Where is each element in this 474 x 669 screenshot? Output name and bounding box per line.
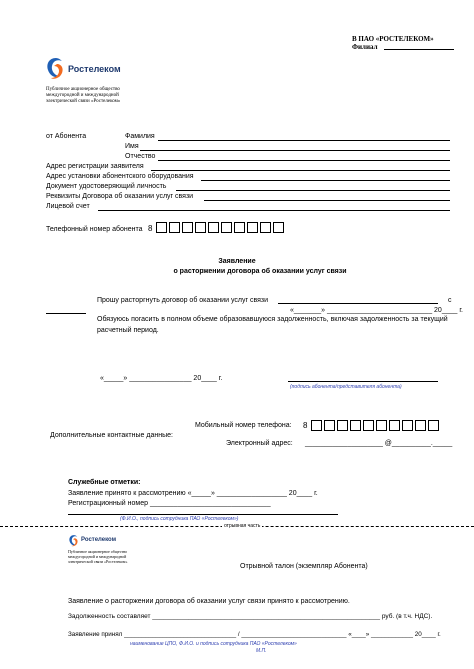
from-label: от Абонента	[46, 133, 87, 140]
signature-caption: (подпись абонента/представителя абонента)	[290, 384, 402, 390]
digit-box[interactable]	[389, 420, 400, 431]
tear-company-name	[68, 549, 127, 564]
digit-box[interactable]	[195, 222, 206, 233]
digit-box[interactable]	[260, 222, 271, 233]
service-accepted: Заявление принято к рассмотрению «_____» __________________ 20____ г.	[68, 490, 318, 497]
mobile-prefix: 8	[303, 421, 308, 430]
reg-address-field[interactable]	[151, 170, 450, 171]
digit-box[interactable]	[247, 222, 258, 233]
digit-box[interactable]	[311, 420, 322, 431]
rostelecom-logo	[45, 56, 67, 87]
obligation-line1: Обязуюсь погасить в полном объеме образовавшуюся задолженность, включая задолженность за текущий	[97, 316, 448, 323]
company-line: Публичное акционерное общество	[68, 549, 128, 554]
branch-line: Филиал	[352, 43, 378, 51]
patronymic-field[interactable]	[158, 160, 450, 161]
doc-subtitle: о расторжении договора об оказании услуг связи	[173, 268, 347, 275]
request-suffix: с	[448, 297, 452, 304]
digit-box[interactable]	[208, 222, 219, 233]
stamp-caption: М.П.	[256, 648, 267, 654]
digit-box[interactable]	[402, 420, 413, 431]
account-field[interactable]	[98, 210, 450, 211]
cut-label: отрывная часть	[224, 523, 261, 529]
digit-box[interactable]	[221, 222, 232, 233]
short-line	[46, 313, 86, 314]
surname-label: Фамилия	[125, 133, 155, 140]
sign-date[interactable]: «_____» ________________ 20____ г.	[100, 375, 223, 382]
rostelecom-logo-icon	[45, 56, 67, 82]
digit-box[interactable]	[376, 420, 387, 431]
name-field[interactable]	[140, 150, 450, 151]
phone-label: Телефонный номер абонента	[46, 226, 143, 233]
recipient-line: В ПАО «РОСТЕЛЕКОМ»	[352, 35, 434, 43]
company-line: электрической связи «Ростелеком»	[68, 559, 128, 564]
digit-box[interactable]	[363, 420, 374, 431]
email-label: Электронный адрес:	[226, 440, 293, 447]
tear-accepted: Заявление принял ________________________________ / ______________________________ «____» ____________ 20____ г.	[68, 631, 441, 638]
brand-name: Ростелеком	[68, 64, 121, 74]
contract-details-field[interactable]	[204, 200, 450, 201]
tear-brand-name: Ростелеком	[81, 537, 117, 543]
company-line: междугородной и международной	[68, 554, 127, 559]
contract-details-label: Реквизиты Договора об оказании услуг связи	[46, 193, 194, 200]
install-address-label: Адрес установки абонентского оборудования	[46, 173, 194, 180]
company-line: междугородной и международной	[46, 93, 119, 98]
email-field[interactable]: ____________________ @__________._____	[305, 440, 453, 447]
contract-number-field[interactable]	[278, 303, 438, 304]
tear-debt: Задолженность составляет _______________________________________________________________ руб. (в т.ч. НДС).	[68, 613, 433, 620]
doc-title: Заявление	[218, 258, 256, 265]
reg-address-label: Адрес регистрации заявителя	[46, 163, 144, 170]
digit-box[interactable]	[273, 222, 284, 233]
signature-field[interactable]	[288, 381, 438, 382]
name-label: Имя	[125, 143, 139, 150]
patronymic-label: Отчество	[125, 153, 156, 160]
branch-underline	[384, 49, 454, 50]
install-address-field[interactable]	[201, 180, 450, 181]
company-line: Публичное акционерное общество	[46, 87, 120, 92]
digit-box[interactable]	[415, 420, 426, 431]
digit-box[interactable]	[324, 420, 335, 431]
digit-box[interactable]	[156, 222, 167, 233]
digit-box[interactable]	[428, 420, 439, 431]
service-heading: Служебные отметки:	[68, 479, 141, 486]
company-line: электрической связи «Ростелеком»	[46, 99, 121, 104]
digit-box[interactable]	[169, 222, 180, 233]
surname-field[interactable]	[158, 140, 450, 141]
id-document-label: Документ удостоверяющий личность	[46, 183, 167, 190]
digit-box[interactable]	[337, 420, 348, 431]
account-label: Лицевой счет	[46, 203, 90, 210]
service-signature-field[interactable]	[68, 514, 338, 515]
digit-box[interactable]	[350, 420, 361, 431]
tear-line1: Заявление о расторжении договора об оказании услуг связи принято к рассмотрению.	[68, 598, 350, 605]
contacts-label: Дополнительные контактные данные:	[50, 432, 173, 439]
company-name	[46, 87, 120, 105]
request-text: Прошу расторгнуть договор об оказании услуг связи	[97, 297, 268, 304]
digit-box[interactable]	[234, 222, 245, 233]
phone-digit-boxes[interactable]	[156, 222, 285, 233]
tear-title: Отрывной талон (экземпляр Абонента)	[240, 563, 368, 570]
obligation-line2: расчетный период.	[97, 327, 159, 334]
mobile-digit-boxes[interactable]	[311, 420, 440, 431]
rostelecom-logo-icon	[68, 534, 80, 548]
id-document-field[interactable]	[176, 190, 450, 191]
tear-caption: наименование ЦПО, Ф.И.О. и подпись сотрудника ПАО «Ростелеком»	[130, 641, 297, 647]
digit-box[interactable]	[182, 222, 193, 233]
mobile-label: Мобильный номер телефона:	[195, 422, 292, 429]
phone-prefix: 8	[148, 224, 153, 233]
service-caption: (Ф.И.О., подпись сотрудника ПАО «Ростелеком»)	[120, 516, 239, 522]
service-reg-number: Регистрационный номер _______________________________	[68, 500, 271, 507]
termination-date[interactable]: «_______» ___________________________ 20____ г.	[290, 307, 463, 314]
